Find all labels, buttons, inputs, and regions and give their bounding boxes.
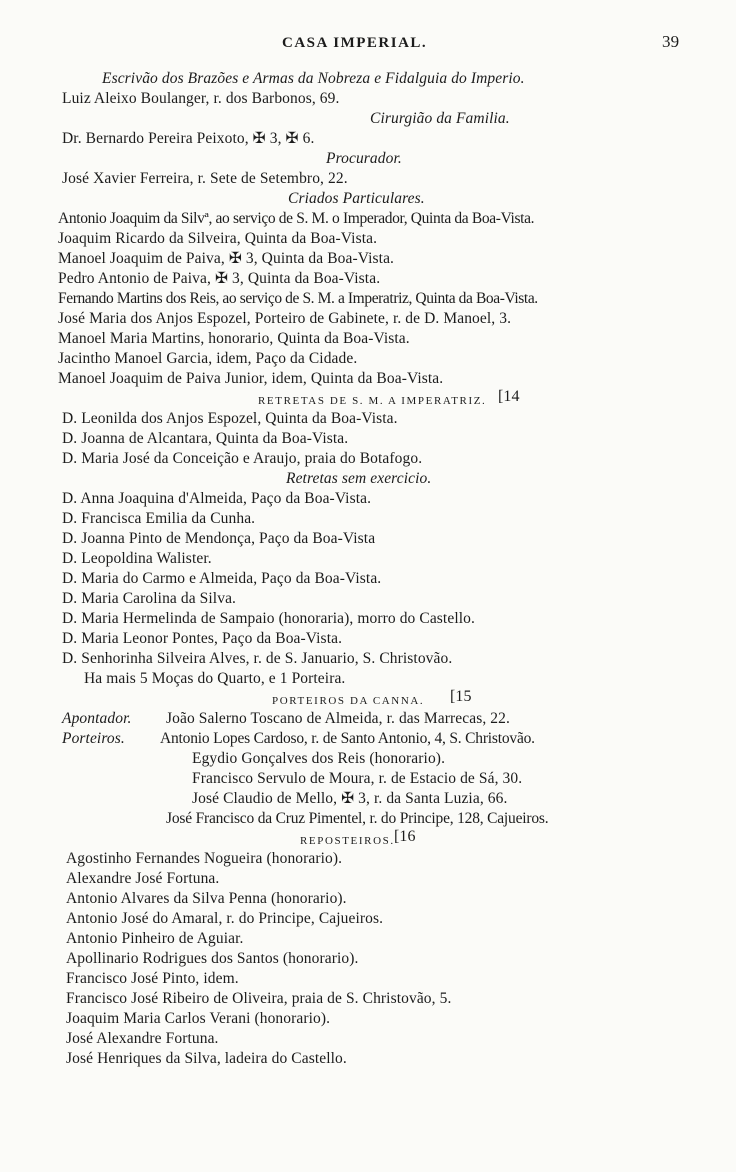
section-heading: REPOSTEIROS. <box>300 835 395 847</box>
entry-line: José Henriques da Silva, ladeira do Castello. <box>66 1050 347 1067</box>
section-count: [15 <box>450 688 472 705</box>
section-heading: Cirurgião da Familia. <box>370 110 510 127</box>
entry-line: D. Maria Carolina da Silva. <box>62 590 237 607</box>
entry-line: Francisco Servulo de Moura, r. de Estacio de Sá, 30. <box>192 770 523 787</box>
entry-line: Antonio Joaquim da Silvª, ao serviço de S. M. o Imperador, Quinta da Boa-Vista. <box>58 210 535 227</box>
entry-line: D. Maria Leonor Pontes, Paço da Boa-Vista. <box>62 630 343 647</box>
entry-line: José Xavier Ferreira, r. Sete de Setembro, 22. <box>62 170 348 187</box>
entry-line: D. Joanna Pinto de Mendonça, Paço da Boa-Vista <box>62 530 376 547</box>
entry-line: D. Maria do Carmo e Almeida, Paço da Boa-Vista. <box>62 570 382 587</box>
entry-line: Joaquim Maria Carlos Verani (honorario). <box>66 1010 331 1027</box>
entry-line: D. Leopoldina Walister. <box>62 550 212 567</box>
entry-line: Egydio Gonçalves dos Reis (honorario). <box>192 750 446 767</box>
entry-line: José Alexandre Fortuna. <box>66 1030 219 1047</box>
section-heading: PORTEIROS DA CANNA. <box>272 695 425 707</box>
role-label: Porteiros. <box>62 730 125 747</box>
entry-line: Manoel Joaquim de Paiva, ✠ 3, Quinta da Boa-Vista. <box>58 250 395 267</box>
role-label: Apontador. <box>62 710 132 727</box>
entry-line: Pedro Antonio de Paiva, ✠ 3, Quinta da Boa-Vista. <box>58 270 381 287</box>
entry-line: Jacintho Manoel Garcia, idem, Paço da Cidade. <box>58 350 358 367</box>
entry-line: Luiz Aleixo Boulanger, r. dos Barbonos, 69. <box>62 90 340 107</box>
entry-line: Alexandre José Fortuna. <box>66 870 220 887</box>
entry-line: Antonio Lopes Cardoso, r. de Santo Antonio, 4, S. Christovão. <box>160 730 535 747</box>
section-count: [14 <box>498 388 520 405</box>
entry-line: João Salerno Toscano de Almeida, r. das Marrecas, 22. <box>166 710 510 727</box>
entry-line: Antonio José do Amaral, r. do Principe, Cajueiros. <box>66 910 384 927</box>
entry-line: Antonio Alvares da Silva Penna (honorario). <box>66 890 347 907</box>
entry-line: Fernando Martins dos Reis, ao serviço de S. M. a Imperatriz, Quinta da Boa-Vista. <box>58 290 538 307</box>
entry-line: José Claudio de Mello, ✠ 3, r. da Santa Luzia, 66. <box>192 790 508 807</box>
entry-line: Francisco José Pinto, idem. <box>66 970 239 987</box>
entry-line: Manoel Maria Martins, honorario, Quinta da Boa-Vista. <box>58 330 410 347</box>
entry-line: D. Anna Joaquina d'Almeida, Paço da Boa-Vista. <box>62 490 372 507</box>
entry-line: José Francisco da Cruz Pimentel, r. do Principe, 128, Cajueiros. <box>166 810 549 827</box>
entry-line: D. Maria Hermelinda de Sampaio (honoraria), morro do Castello. <box>62 610 475 627</box>
section-heading: Retretas sem exercicio. <box>286 470 432 487</box>
entry-line: Dr. Bernardo Pereira Peixoto, ✠ 3, ✠ 6. <box>62 130 315 147</box>
page-title: CASA IMPERIAL. <box>282 35 428 51</box>
section-heading: Criados Particulares. <box>288 190 425 207</box>
entry-line: Antonio Pinheiro de Aguiar. <box>66 930 244 947</box>
entry-line: Apollinario Rodrigues dos Santos (honorario). <box>66 950 359 967</box>
page-number: 39 <box>662 32 680 51</box>
entry-line: D. Joanna de Alcantara, Quinta da Boa-Vista. <box>62 430 349 447</box>
entry-line: Ha mais 5 Moças do Quarto, e 1 Porteira. <box>84 670 346 687</box>
entry-line: Francisco José Ribeiro de Oliveira, praia de S. Christovão, 5. <box>66 990 452 1007</box>
entry-line: D. Maria José da Conceição e Araujo, praia do Botafogo. <box>62 450 423 467</box>
entry-line: José Maria dos Anjos Espozel, Porteiro de Gabinete, r. de D. Manoel, 3. <box>58 310 512 327</box>
entry-line: D. Senhorinha Silveira Alves, r. de S. Januario, S. Christovão. <box>62 650 453 667</box>
entry-line: D. Leonilda dos Anjos Espozel, Quinta da Boa-Vista. <box>62 410 398 427</box>
entry-line: Joaquim Ricardo da Silveira, Quinta da Boa-Vista. <box>58 230 378 247</box>
entry-line: D. Francisca Emilia da Cunha. <box>62 510 256 527</box>
section-heading: RETRETAS DE S. M. A IMPERATRIZ. <box>258 395 487 407</box>
section-count: [16 <box>394 828 416 845</box>
entry-line: Manoel Joaquim de Paiva Junior, idem, Quinta da Boa-Vista. <box>58 370 444 387</box>
section-heading: Procurador. <box>326 150 402 167</box>
entry-line: Agostinho Fernandes Nogueira (honorario). <box>66 850 343 867</box>
section-heading: Escrivão dos Brazões e Armas da Nobreza e Fidalguia do Imperio. <box>102 70 525 87</box>
